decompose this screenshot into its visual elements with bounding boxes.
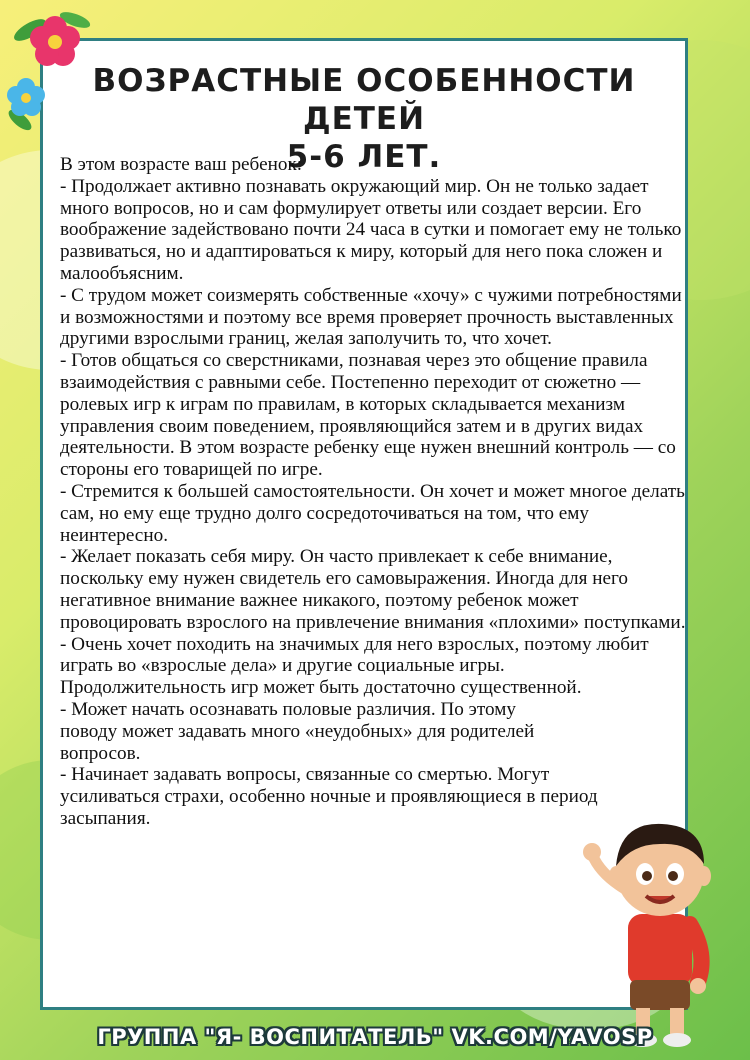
list-item: - С трудом может соизмерять собственные «хочу» с чужими потребностями и возможностями и поэтому все время проверяет прочность выставленных другими взрослыми границ, желая заполучить то, что хочет. — [60, 284, 682, 350]
list-item: - Начинает задавать вопросы, связанные со смертью. Могут усиливаться страхи, особенно ночные и проявляющиеся в период засыпания. — [60, 764, 598, 829]
list-item: - Может начать осознавать половые различия. По этому поводу может задавать много «неудобных» для родителей вопросов. — [60, 698, 535, 764]
article-text — [60, 154, 690, 830]
list-item: - Желает показать себя миру. Он часто привлекает к себе внимание, поскольку ему нужен свидетель его самовыражения. Иногда для него негативное внимание важнее никакого, поэтому ребенок может провоцировать взрослого на привлечение внимания «плохими» поступками. — [60, 546, 686, 633]
title-line-1: ВОЗРАСТНЫЕ ОСОБЕННОСТИ ДЕТЕЙ — [92, 63, 636, 137]
title-line-2: 5-6 ЛЕТ. — [286, 138, 442, 175]
list-item: - Стремится к большей самостоятельности. Он хочет и может многое делать сам, но ему еще трудно долго сосредоточиваться на том, что ему неинтересно. — [60, 480, 685, 546]
boy-illustration-icon — [580, 794, 730, 1054]
list-item: - Продолжает активно познавать окружающий мир. Он не только задает много вопросов, но и сам формулирует ответы или создает версии. Его воображение задействовано почти 24 часа в сутки и помогает ему не только развиваться, но и адаптироваться к миру, который для него пока сложен и малообъясним. — [60, 175, 682, 284]
flowers-decoration-icon — [0, 0, 100, 150]
intro-paragraph: В этом возрасте ваш ребенок: — [60, 154, 303, 175]
list-item: - Готов общаться со сверстниками, познавая через это общение правила взаимодействия с равными себе. Постепенно переходит от сюжетно — ролевых игр к играм по правилам, в которых складывается механизм управления своим поведением, проявляющийся затем и в других видах деятельности. В этом возрасте ребенку еще нужен внешний контроль — со стороны его товарищей по игре. — [60, 350, 676, 481]
list-item: - Очень хочет походить на значимых для него взрослых, поэтому любит играть во «взрослые дела» и другие социальные игры. Продолжительность игр может быть достаточно существенной. — [60, 633, 649, 699]
footer-caption: ГРУППА "Я- ВОСПИТАТЕЛЬ" VK.COM/YAVOSP — [97, 1025, 653, 1049]
